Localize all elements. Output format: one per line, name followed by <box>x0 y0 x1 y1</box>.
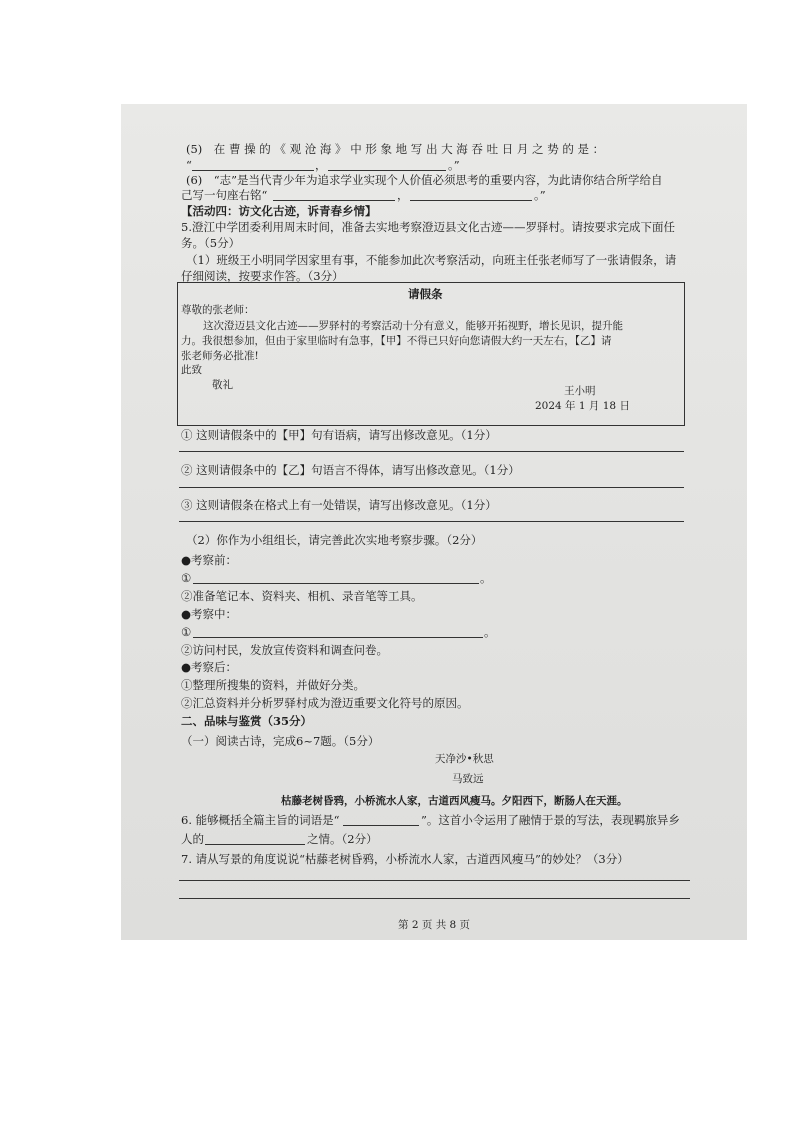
during-label: ●考察中： <box>181 607 238 621</box>
poem-text: 枯藤老树昏鸦，小桥流水人家，古道西风瘦马。夕阳西下，断肠人在天涯。 <box>281 795 628 807</box>
sub1-line2: 仔细阅读，按要求作答。（3分） <box>181 269 344 283</box>
q5-comma: ， <box>315 158 327 172</box>
q5-close-quote: 。” <box>448 158 460 172</box>
poem-author: 马致远 <box>452 773 484 785</box>
answer-line-3 <box>179 521 684 522</box>
before-item2: ②准备笔记本、资料夹、相机、录音笔等工具。 <box>181 589 423 603</box>
during-item1: ① <box>181 625 192 639</box>
during-blank <box>193 637 483 638</box>
q6-poem-b: ”。这首小令运用了融情于景的写法，表现羁旅异乡 <box>421 813 680 827</box>
leave-note-greeting: 尊敬的张老师： <box>181 304 255 316</box>
q5-stem-line1: 5.澄江中学团委利用周末时间，准备去实地考察澄迈县文化古迹——罗驿村。请按要求完成下面任 <box>181 220 675 234</box>
q6-poem-blank-1 <box>343 825 419 826</box>
q6-poem-blank-2 <box>205 844 305 845</box>
q6-poem-d: 之情。（2分） <box>307 832 378 846</box>
q5-blank-1 <box>192 170 314 171</box>
q6-poem-c: 人的 <box>181 832 204 846</box>
q7-answer-line-2 <box>179 898 690 899</box>
page-footer: 第 2 页 共 8 页 <box>398 919 471 931</box>
q7-stem: 7. 请从写景的角度说说“枯藤老树昏鸦，小桥流水人家，古道西风瘦马”的妙处？（3分） <box>181 852 629 866</box>
leave-note-body3: 张老师务必批准! <box>181 350 259 362</box>
leave-note-closing2: 敬礼 <box>212 379 233 391</box>
q6-blank-2 <box>410 200 532 201</box>
before-item1: ① <box>181 571 192 585</box>
leave-note-body1: 这次澄迈县文化古迹——罗驿村的考察活动十分有意义，能够开拓视野，增长见识，提升能 <box>203 320 623 332</box>
during-item1-end: 。 <box>484 625 496 639</box>
q5-line1: (5) 在 曹 操 的 《 观 沧 海 》 中 形 象 地 写 出 大 海 吞 吐 日 月 之 势 的 是 ： <box>186 142 605 156</box>
q6-blank-1 <box>273 200 395 201</box>
activity4-heading: 【活动四：访文化古迹，诉青春乡情】 <box>181 204 377 218</box>
q6-comma: ， <box>397 188 409 202</box>
leave-note-body2: 力。我很想参加，但由于家里临时有急事，【甲】不得已只好向您请假大约一天左右，【乙】请 <box>181 335 612 347</box>
section2-heading: 二、品味与鉴赏（35分） <box>181 714 313 728</box>
during-item2: ②访问村民，发放宣传资料和调查问卷。 <box>181 643 388 657</box>
q6-line2: 己写一句座右铭“ <box>181 188 268 202</box>
sub2-stem: （2）你作为小组组长，请完善此次实地考察步骤。（2分） <box>186 533 483 547</box>
before-item1-end: 。 <box>480 571 492 585</box>
before-blank <box>193 583 479 584</box>
q5-open-quote: “ <box>186 158 192 172</box>
poem-title: 天净沙•秋思 <box>435 753 494 765</box>
after-item1: ①整理所搜集的资料，并做好分类。 <box>181 678 365 692</box>
note-question-2: ② 这则请假条中的【乙】句语言不得体，请写出修改意见。（1分） <box>181 463 520 477</box>
answer-line-1 <box>179 451 684 452</box>
before-label: ●考察前： <box>181 553 238 567</box>
answer-line-2 <box>179 487 684 488</box>
note-question-1: ① 这则请假条中的【甲】句有语病，请写出修改意见。（1分） <box>181 428 497 442</box>
leave-note-title: 请假条 <box>408 287 443 301</box>
sub1-line1: （1）班级王小明同学因家里有事，不能参加此次考察活动，向班主任张老师写了一张请假条，请 <box>186 253 677 267</box>
after-label: ●考察后： <box>181 660 238 674</box>
q5-stem-line2: 务。（5分） <box>181 236 241 250</box>
section2-part1: （一）阅读古诗，完成6~7题。（5分） <box>181 734 380 748</box>
leave-note-signature: 王小明 <box>564 385 596 397</box>
q7-answer-line-1 <box>179 880 690 881</box>
note-question-3: ③ 这则请假条在格式上有一处错误，请写出修改意见。（1分） <box>181 498 497 512</box>
after-item2: ②汇总资料并分析罗驿村成为澄迈重要文化符号的原因。 <box>181 696 469 710</box>
q6-poem-a: 6. 能够概括全篇主旨的词语是“ <box>181 813 340 827</box>
q6-line1: (6) “志”是当代青少年为追求学业实现个人价值必须思考的重要内容，为此请你结合所学给自 <box>186 173 663 187</box>
leave-note-closing1: 此致 <box>181 364 202 376</box>
q6-close-quote: 。” <box>534 188 546 202</box>
q5-blank-2 <box>328 170 446 171</box>
leave-note-date: 2024 年 1 月 18 日 <box>535 400 630 412</box>
